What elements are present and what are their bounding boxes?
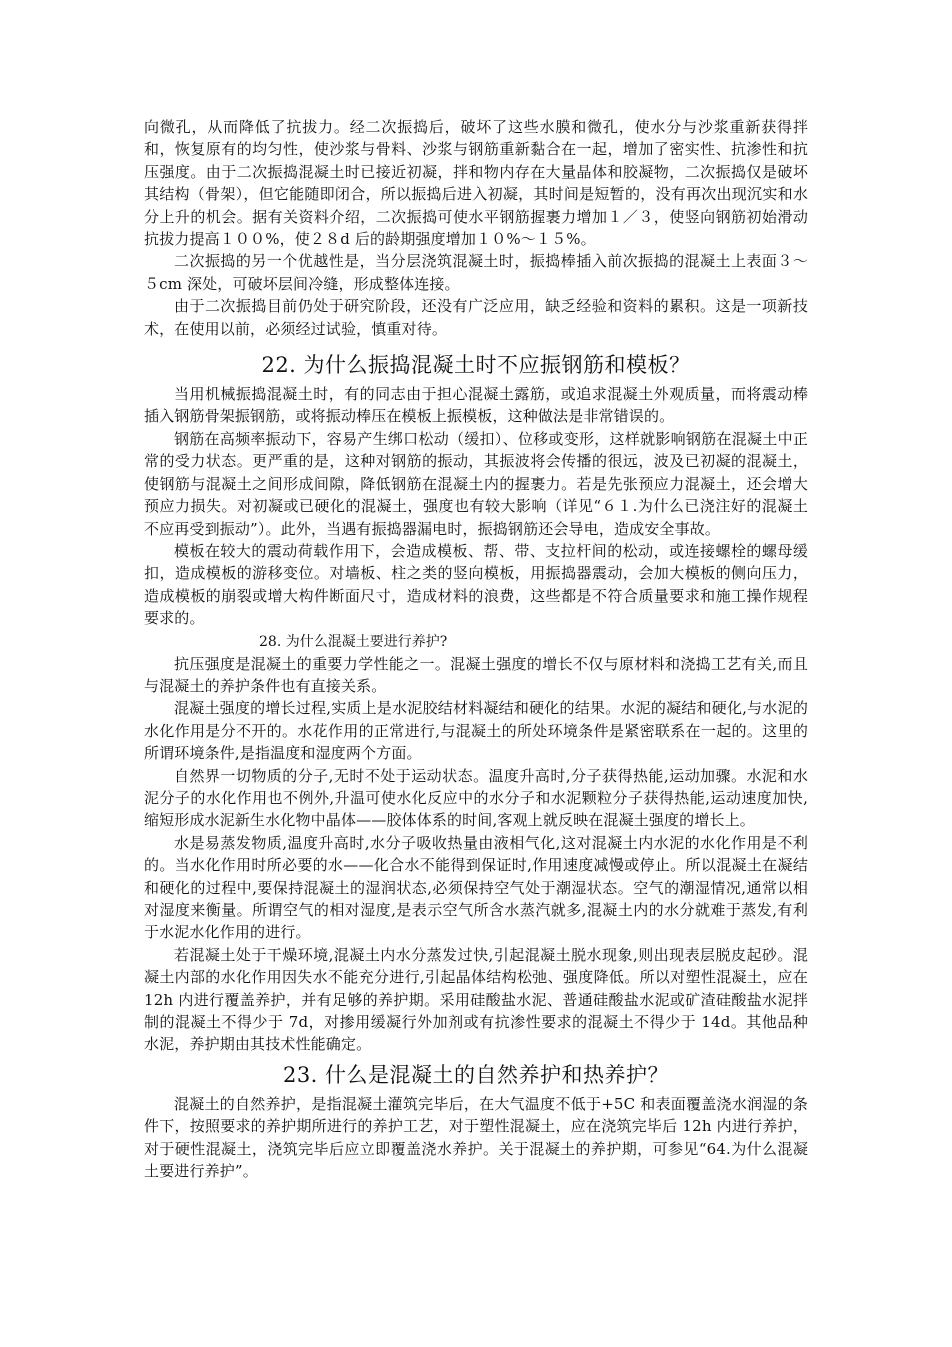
paragraph: 由于二次振捣目前仍处于研究阶段，还没有广泛应用，缺乏经验和资料的累积。这是一项新技术，在使用以前，必须经过试验，慎重对待。 (144, 297, 808, 338)
paragraph: 水是易蒸发物质,温度升高时,水分子吸收热量由液相气化,这对混凝土内水泥的水化作用是不利的。当水化作用时所必要的水——化合水不能得到保证时,作用速度减慢或停止。所以混凝土在凝结和硬化的过程中,要保持混凝土的湿润状态,必须保持空气处于潮湿状态。空气的潮湿情况,通常以相对湿度来衡量。所谓空气的相对湿度,是表示空气所含水蒸汽就多,混凝土内的水分就难于蒸发,有利于水泥水化作用的进行。 (144, 833, 808, 942)
paragraph: 混凝土强度的增长过程,实质上是水泥胶结材料凝结和硬化的结果。水泥的凝结和硬化,与水泥的水化作用是分不开的。水花作用的正常进行,与混凝土的所处环境条件是紧密联系在一起的。这里的所谓环境条件,是指温度和湿度两个方面。 (144, 699, 808, 763)
section-22 (144, 350, 808, 629)
paragraph: 若混凝土处于干燥环境,混凝土内水分蒸发过快,引起混凝土脱水现象,则出现表层脱皮起砂。混凝土内部的水化作用因失水不能充分进行,引起晶体结构松弛、强度降低。所以对塑性混凝土，应在 12h 内进行覆盖养护，并有足够的养护期。采用硅酸盐水泥、普通硅酸盐水泥或矿渣硅酸盐水泥拌制的混凝土不得少于 7d，对掺用缓凝行外加剂或有抗渗性要求的混凝土不得少于 14d。其他品种水泥，养护期由其技术性能确定。 (144, 945, 808, 1054)
paragraph: 向微孔，从而降低了抗拔力。经二次振捣后，破坏了这些水膜和微孔，使水分与沙浆重新获得拌和，恢复原有的均匀性，使沙浆与骨料、沙浆与钢筋重新黏合在一起，增加了密实性、抗渗性和抗压强度。由于二次振捣混凝土时已接近初凝，拌和物内存在大量晶体和胶凝物，二次振捣仅是破坏其结构（骨架），但它能随即闭合，所以振捣后进入初凝，其时间是短暂的，没有再次出现沉实和水分上升的机会。据有关资料介绍，二次振捣可使水平钢筋握裹力增加１／３，使竖向钢筋初始滑动抗拔力提高１００%，使２８d 后的龄期强度增加１０%～１５%。 (144, 118, 808, 249)
section-23 (144, 1060, 808, 1183)
section-heading: 23. 什么是混凝土的自然养护和热养护？ (282, 1062, 670, 1087)
paragraph: 抗压强度是混凝土的重要力学性能之一。混凝土强度的增长不仅与原材料和浇捣工艺有关,而且与混凝土的养护条件也有直接关系。 (144, 654, 808, 695)
paragraph: 混凝土的自然养护，是指混凝土灌筑完毕后，在大气温度不低于+5C 和表面覆盖浇水润湿的条件下，按照要求的养护期所进行的养护工艺，对于塑性混凝土，应在浇筑完毕后 12h 内进行养护，对于硬性混凝土，浇筑完毕后应立即覆盖浇水养护。关于混凝土的养护期，可参见“64.为什么混凝土要进行养护”。 (144, 1094, 808, 1181)
paragraph: 当用机械振捣混凝土时，有的同志由于担心混凝土露筋，或追求混凝土外观质量，而将震动棒插入钢筋骨架振钢筋，或将振动棒压在模板上振模板，这种做法是非常错误的。 (144, 385, 808, 426)
paragraph: 钢筋在高频率振动下，容易产生绑口松动（缓扣）、位移或变形，这样就影响钢筋在混凝土中正常的受力状态。更严重的是，这种对钢筋的振动，其振波将会传播的很远，波及已初凝的混凝土，使钢筋与混凝土之间形成间隙，降低钢筋在混凝土内的握裹力。若是先张预应力混凝土，还会增大预应力损失。对初凝或已硬化的混凝土，强度也有较大影响（详见“６１.为什么已浇注好的混凝土不应再受到振动”）。此外，当遇有振捣器漏电时，振捣钢筋还会导电，造成安全事故。 (144, 429, 808, 538)
section-heading: 22. 为什么振捣混凝土时不应振钢筋和模板？ (261, 353, 691, 378)
section-secondary-vibration (144, 116, 808, 340)
section-28 (144, 632, 808, 1056)
paragraph: 二次振捣的另一个优越性是，当分层浇筑混凝土时，振捣棒插入前次振捣的混凝土上表面３～５cm 深处，可破坏层间冷缝，形成整体连接。 (144, 252, 808, 293)
paragraph: 自然界一切物质的分子,无时不处于运动状态。温度升高时,分子获得热能,运动加骤。水泥和水泥分子的水化作用也不例外,升温可使水化反应中的水分子和水泥颗粒分子获得热能,运动速度加快,缩短形成水泥新生水化物中晶体——胶体体系的时间,客观上就反映在混凝土强度的增长上。 (144, 766, 808, 830)
subsection-heading: 28. 为什么混凝土要进行养护? (259, 633, 448, 650)
paragraph: 模板在较大的震动荷载作用下，会造成模板、帮、带、支拉杆间的松动，或连接螺栓的螺母缓扣，造成模板的游移变位。对墙板、柱之类的竖向模板，用振捣器震动，会加大模板的侧向压力，造成模板的崩裂或增大构件断面尺寸，造成材料的浪费，这些都是不符合质量要求和施工操作规程要求的。 (144, 541, 808, 628)
